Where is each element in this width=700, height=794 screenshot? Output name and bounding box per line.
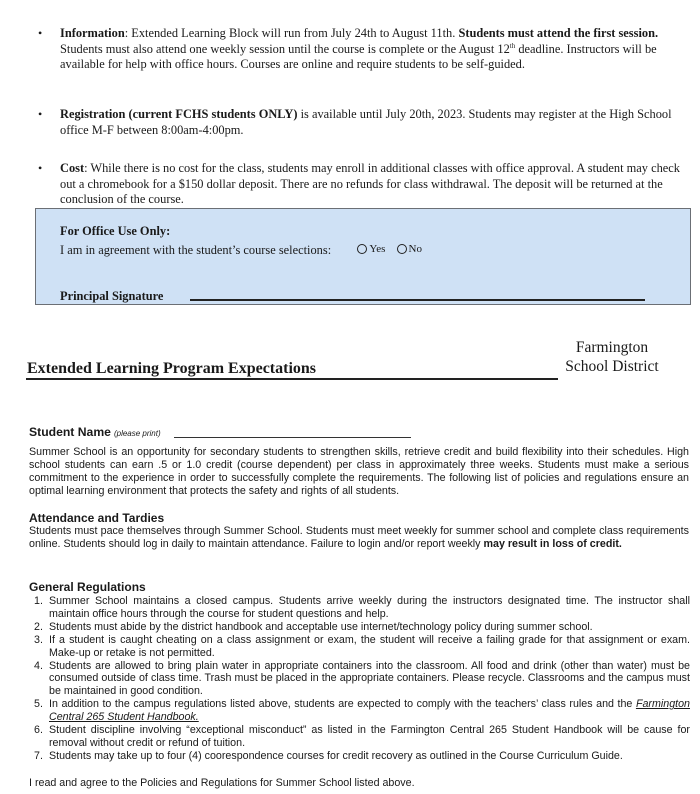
office-use-title: For Office Use Only: — [60, 224, 171, 238]
regulation-text: Summer School maintains a closed campus. Students arrive weekly during the instructors designated time. The instructor shall maintain office hours through the course for student questions and help. — [49, 595, 690, 620]
cost-label: Cost — [60, 161, 85, 175]
attendance-paragraph — [29, 525, 689, 551]
attendance-text: Students must pace themselves through Summer School. Students must meet weekly for summer school and complete class requirements online. Students should log in daily to maintain attendance. Failure to login and/or report weekly — [29, 525, 689, 550]
registration-bullet — [38, 107, 680, 138]
district-name — [558, 338, 666, 376]
student-handbook-link[interactable]: Farmington Central 265 Student Handbook. — [49, 698, 690, 724]
regulation-number: 2. — [34, 620, 43, 633]
student-name-hint: (please print) — [113, 429, 161, 438]
cost-bullet — [38, 161, 680, 208]
regulation-item — [34, 660, 690, 699]
info-bullet — [38, 26, 680, 73]
regulation-item — [34, 634, 690, 660]
regulation-text: Students may take up to four (4) coorespondence courses for credit recovery as outlined in the Course Curriculum Guide. — [49, 749, 623, 762]
radio-yes[interactable] — [357, 243, 385, 255]
office-use-box — [35, 208, 691, 305]
regulation-number: 6. — [34, 724, 43, 737]
principal-signature-line[interactable] — [190, 299, 645, 301]
intro-paragraph: Summer School is an opportunity for secondary students to strengthen skills, retrieve credit and build flexibility into their schedules. High school students can earn .5 or 1.0 credit (course dependent) per class in approximately three weeks. Students must make a serious commitment to the experience in order to successfully complete the requirements. The following list of policies and regulations ensure an optimal learning environment that protects the safety and rights of all students. — [29, 446, 689, 497]
regulation-item — [34, 724, 690, 750]
info-bold-text: Students must attend the first session. — [458, 26, 659, 40]
regulation-item — [34, 621, 690, 634]
regulation-text: In addition to the campus regulations listed above, students are expected to comply with the teachers’ class rules and the — [49, 698, 636, 711]
principal-signature-label: Principal Signature — [60, 289, 164, 303]
district-line-2: School District — [565, 358, 659, 375]
info-text-end: deadline. Instructors will be available for help with office hours. Courses are online and require students to be self-guided. — [60, 41, 657, 72]
regulation-number: 5. — [34, 698, 43, 711]
agreement-statement: I read and agree to the Policies and Regulations for Summer School listed above. — [29, 777, 415, 789]
radio-circle-icon — [357, 244, 367, 254]
cost-text: : While there is no cost for the class, students may enroll in additional classes with office approval. A student may check out a chromebook for a $150 dollar deposit. There are no refunds for class withdrawal. The deposit will be returned at the conclusion of the course. — [60, 161, 680, 207]
regulation-text: If a student is caught cheating on a class assignment or exam, the student will receive a failing grade for that assignment or exam. Make-up or retake is not permitted. — [49, 633, 690, 659]
attendance-heading: Attendance and Tardies — [29, 511, 165, 525]
bullet-icon: • — [38, 107, 43, 121]
info-superscript: th — [509, 41, 516, 50]
radio-no[interactable] — [397, 243, 422, 255]
regulation-item — [34, 595, 690, 621]
bullet-icon: • — [38, 161, 43, 175]
info-label: Information — [60, 26, 125, 40]
regulations-heading: General Regulations — [29, 580, 146, 594]
page-title: Extended Learning Program Expectations — [27, 360, 317, 377]
regulation-number: 4. — [34, 659, 43, 672]
regulations-list — [34, 595, 690, 763]
registration-text: is available until July 20th, 2023. Students may register at the High School office M-F between 8:00am-4:00pm. — [60, 107, 672, 137]
regulation-number: 1. — [34, 595, 43, 607]
registration-label: Registration (current FCHS students ONLY) — [60, 107, 298, 121]
regulation-number: 7. — [34, 749, 43, 762]
info-text: : Extended Learning Block will run from July 24th to August 11th. — [124, 26, 459, 40]
radio-no-label: No — [408, 243, 422, 255]
district-line-1: Farmington — [575, 339, 649, 356]
attendance-bold-text: may result in loss of credit. — [483, 537, 622, 550]
student-name-field[interactable] — [174, 437, 411, 438]
bullet-icon: • — [38, 26, 43, 40]
radio-circle-icon — [397, 244, 407, 254]
title-underline — [26, 378, 558, 380]
regulation-item — [34, 698, 690, 724]
office-agreement-row — [60, 243, 422, 258]
radio-yes-label: Yes — [369, 243, 386, 255]
regulation-number: 3. — [34, 633, 43, 646]
regulation-text: Students must abide by the district handbook and acceptable use internet/technology policy during summer school. — [49, 620, 593, 633]
info-text-continued: Students must also attend one weekly session until the course is complete or the August 12 — [60, 41, 510, 56]
regulation-item — [34, 750, 690, 763]
regulation-text: Student discipline involving “exceptional misconduct” as listed in the Farmington Central 265 Student Handbook will be cause for removal without credit or refund of tuition. — [49, 724, 690, 749]
student-name-label — [29, 425, 161, 439]
office-agreement-text: I am in agreement with the student’s course selections: — [60, 243, 332, 257]
regulation-text: Students are allowed to bring plain water in appropriate containers into the classroom. All food and drink (other than water) must be consumed outside of class time. Trash must be placed in the appropriate containers. Please recycle. Classrooms and the campus must be maintained in good condition. — [49, 659, 690, 698]
student-name-text: Student Name — [29, 425, 111, 439]
